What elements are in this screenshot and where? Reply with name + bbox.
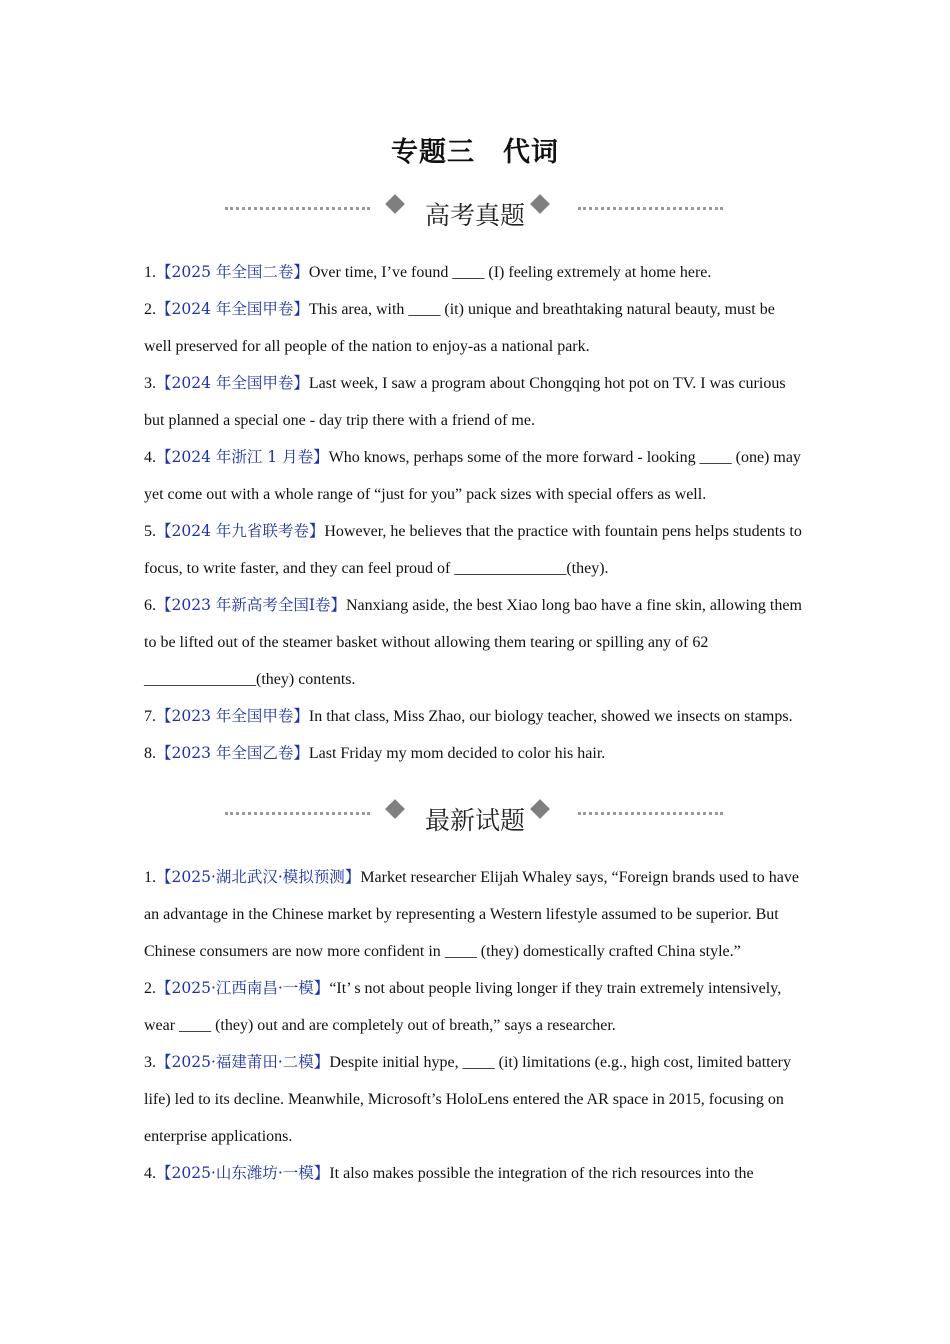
question-item: 4.【2025·山东潍坊·一模】It also makes possible the integration of the rich resources into the [144, 1164, 754, 1182]
question-text: In that class, Miss Zhao, our biology teacher, showed we insects on stamps. [308, 708, 793, 725]
question-text: Over time, I’ve found ____ (I) feeling extremely at home here. [308, 264, 712, 281]
source-tag: 【2025·山东潍坊·一模】 [156, 1164, 330, 1182]
question-item: 6.【2023 年新高考全国Ⅰ卷】Nanxiang aside, the best Xiao long bao have a fine skin, allowing them to be lifted out of the steamer basket without allowing them tearing or spilling any of 62 ______________(they) contents. [144, 596, 802, 688]
dotted-rule-right [578, 812, 723, 815]
question-text: “It’ s not about people living longer if they train extremely intensively, wear ____ (they) out and are completely out of breath,” says a researcher. [144, 980, 782, 1034]
source-tag: 【2025·福建莆田·二模】 [156, 1053, 330, 1071]
question-list-2 [144, 859, 806, 1192]
source-tag: 【2024 年全国甲卷】 [156, 374, 309, 392]
source-tag: 【2023 年新高考全国Ⅰ卷】 [156, 596, 346, 614]
question-text: Market researcher Elijah Whaley says, “Foreign brands used to have an advantage in the Chinese market by representing a Western lifestyle assumed to be superior. But Chinese consumers are now more confident in ____ (they) domestically crafted China style.” [144, 869, 799, 960]
source-tag: 【2025·江西南昌·一模】 [156, 979, 330, 997]
source-tag: 【2024 年浙江 1 月卷】 [156, 448, 329, 466]
dotted-rule-right [578, 207, 723, 210]
source-tag: 【2023 年全国乙卷】 [156, 744, 309, 762]
question-item: 5.【2024 年九省联考卷】However, he believes that the practice with fountain pens helps students to focus, to write faster, and they can feel proud of ______________(they). [144, 522, 802, 577]
question-item: 7.【2023 年全国甲卷】In that class, Miss Zhao, our biology teacher, showed we insects on stamps. [144, 707, 793, 725]
page-title: 专题三 代词 [391, 137, 559, 168]
source-tag: 【2025 年全国二卷】 [156, 263, 309, 281]
question-text: This area, with ____ (it) unique and breathtaking natural beauty, must be well preserved for all people of the nation to enjoy-as a national park. [144, 301, 775, 355]
question-item: 4.【2024 年浙江 1 月卷】Who knows, perhaps some of the more forward - looking ____ (one) may yet come out with a whole range of “just for you” pack sizes with special offers as well. [144, 448, 801, 503]
question-item: 2.【2025·江西南昌·一模】“It’ s not about people living longer if they train extremely intensively, wear ____ (they) out and are completely out of breath,” says a researcher. [144, 979, 782, 1034]
question-item: 1.【2025·湖北武汉·模拟预测】Market researcher Elijah Whaley says, “Foreign brands used to have an advantage in the Chinese market by representing a Western lifestyle assumed to be superior. But Chinese consumers are now more confident in ____ (they) domestically crafted China style.” [144, 868, 799, 960]
section-divider-2 [0, 799, 950, 849]
source-tag: 【2023 年全国甲卷】 [156, 707, 309, 725]
question-text: Despite initial hype, ____ (it) limitations (e.g., high cost, limited battery life) led to its decline. Meanwhile, Microsoft’s HoloLens entered the AR space in 2015, focusing on enterprise applications. [144, 1054, 792, 1145]
source-tag: 【2024 年九省联考卷】 [156, 522, 325, 540]
question-text: Nanxiang aside, the best Xiao long bao have a fine skin, allowing them to be lifted out of the steamer basket without allowing them tearing or spilling any of 62 ______________(they) contents. [144, 597, 802, 688]
question-text: Last Friday my mom decided to color his hair. [308, 745, 606, 762]
section-divider-1 [0, 194, 950, 244]
question-list-1 [144, 254, 806, 772]
question-text: Last week, I saw a program about Chongqing hot pot on TV. I was curious but planned a special one - day trip there with a friend of me. [144, 375, 786, 429]
source-tag: 【2025·湖北武汉·模拟预测】 [156, 868, 361, 886]
section-heading: 高考真题 [424, 201, 525, 230]
question-item: 3.【2024 年全国甲卷】Last week, I saw a program about Chongqing hot pot on TV. I was curious but planned a special one - day trip there with a friend of me. [144, 374, 786, 429]
question-text: Who knows, perhaps some of the more forward - looking ____ (one) may yet come out with a whole range of “just for you” pack sizes with special offers as well. [144, 449, 801, 503]
question-item: 2.【2024 年全国甲卷】This area, with ____ (it) unique and breathtaking natural beauty, must be well preserved for all people of the nation to enjoy-as a national park. [144, 300, 775, 355]
question-text: However, he believes that the practice with fountain pens helps students to focus, to write faster, and they can feel proud of ______________(they). [144, 523, 802, 577]
question-text: It also makes possible the integration of the rich resources into the [329, 1165, 754, 1182]
source-tag: 【2024 年全国甲卷】 [156, 300, 309, 318]
question-item: 8.【2023 年全国乙卷】Last Friday my mom decided to color his hair. [144, 744, 606, 762]
section-heading: 最新试题 [424, 806, 525, 835]
question-item: 3.【2025·福建莆田·二模】Despite initial hype, ____ (it) limitations (e.g., high cost, limited battery life) led to its decline. Meanwhile, Microsoft’s HoloLens entered the AR space in 2015, focusing on enterprise applications. [144, 1053, 792, 1145]
question-item: 1.【2025 年全国二卷】Over time, I’ve found ____ (I) feeling extremely at home here. [144, 263, 712, 281]
